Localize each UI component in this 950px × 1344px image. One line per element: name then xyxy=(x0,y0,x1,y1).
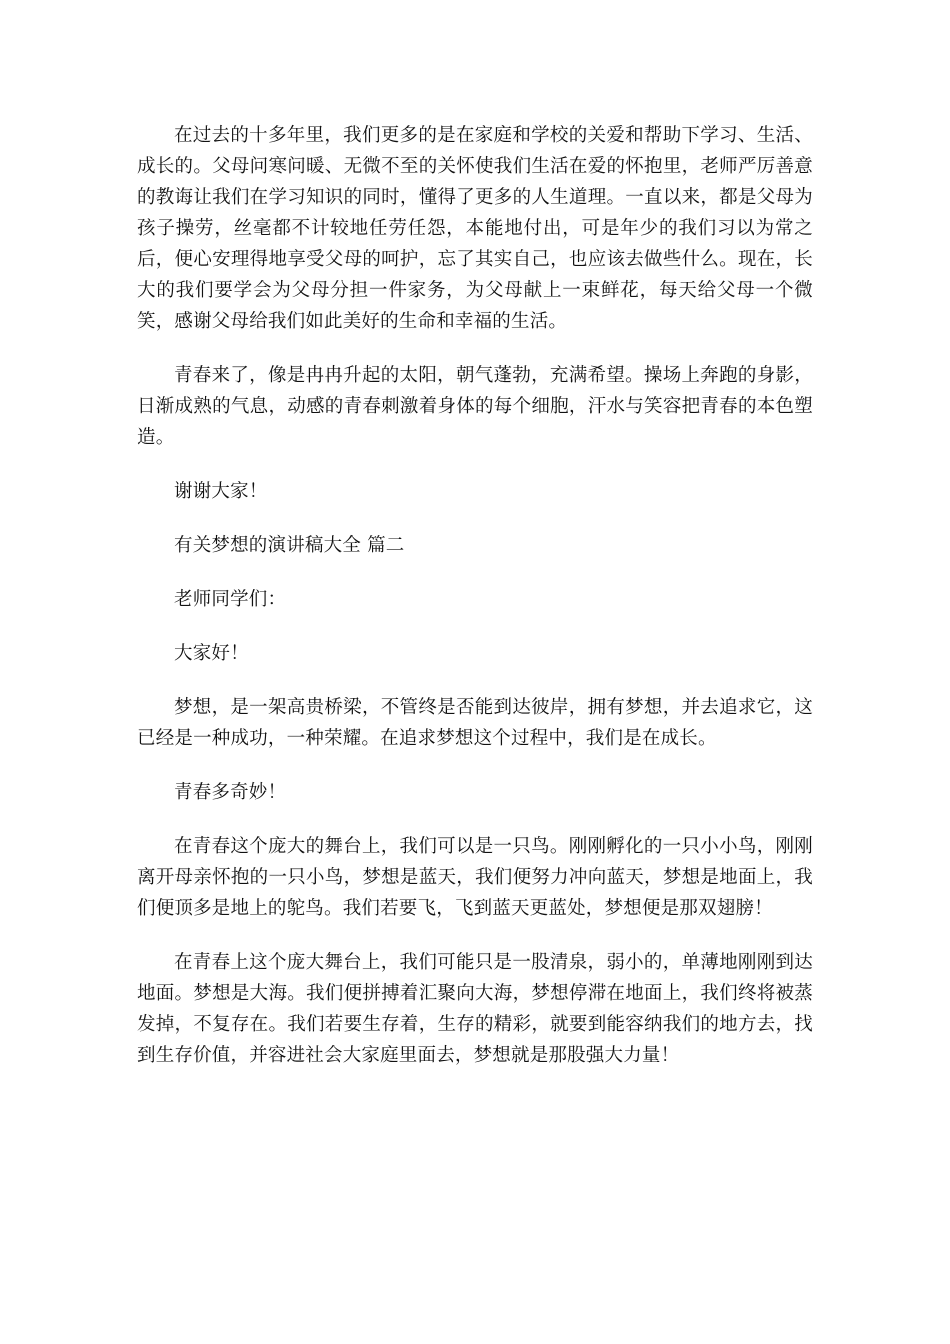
paragraph-bird-stage: 在青春这个庞大的舞台上，我们可以是一只鸟。刚刚孵化的一只小小鸟，刚刚离开母亲怀抱的一只小鸟，梦想是蓝天，我们便努力冲向蓝天，梦想是地面上，我们便顶多是地上的鸵鸟。我们若要飞，飞到蓝天更蓝处，梦想便是那双翅膀！ xyxy=(137,836,813,919)
paragraph-spring-stage: 在青春上这个庞大舞台上，我们可能只是一股清泉，弱小的，单薄地刚刚到达地面。梦想是大海。我们便拼搏着汇聚向大海，梦想停滞在地面上，我们终将被蒸发掉，不复存在。我们若要生存着，生存的精彩，就要到能容纳我们的地方去，找到生存价值，并容进社会大家庭里面去，梦想就是那股强大力量！ xyxy=(137,952,813,1066)
paragraph-youth-arrives: 青春来了，像是冉冉升起的太阳，朝气蓬勃，充满希望。操场上奔跑的身影，日渐成熟的气息，动感的青春刺激着身体的每个细胞，汗水与笑容把青春的本色塑造。 xyxy=(137,365,813,448)
paragraph-youth-wonder: 青春多奇妙！ xyxy=(174,782,287,803)
paragraph-dream-bridge: 梦想，是一架高贵桥梁，不管终是否能到达彼岸，拥有梦想，并去追求它，这已经是一种成功，一种荣耀。在追求梦想这个过程中，我们是在成长。 xyxy=(137,697,813,749)
paragraph-salutation: 老师同学们： xyxy=(174,589,287,610)
document-page xyxy=(137,120,813,1094)
paragraph-greeting: 大家好！ xyxy=(174,643,249,664)
paragraph-family-care: 在过去的十多年里，我们更多的是在家庭和学校的关爱和帮助下学习、生活、成长的。父母问寒问暖、无微不至的关怀使我们生活在爱的怀抱里，老师严厉善意的教诲让我们在学习知识的同时，懂得了更多的人生道理。一直以来，都是父母为孩子操劳，丝毫都不计较地任劳任怨，本能地付出，可是年少的我们习以为常之后，便心安理得地享受父母的呵护，忘了其实自己，也应该去做些什么。现在，长大的我们要学会为父母分担一件家务，为父母献上一束鲜花，每天给父母一个微笑，感谢父母给我们如此美好的生命和幸福的生活。 xyxy=(137,125,813,332)
paragraph-thanks: 谢谢大家！ xyxy=(174,481,268,502)
section-heading: 有关梦想的演讲稿大全 篇二 xyxy=(174,535,405,556)
